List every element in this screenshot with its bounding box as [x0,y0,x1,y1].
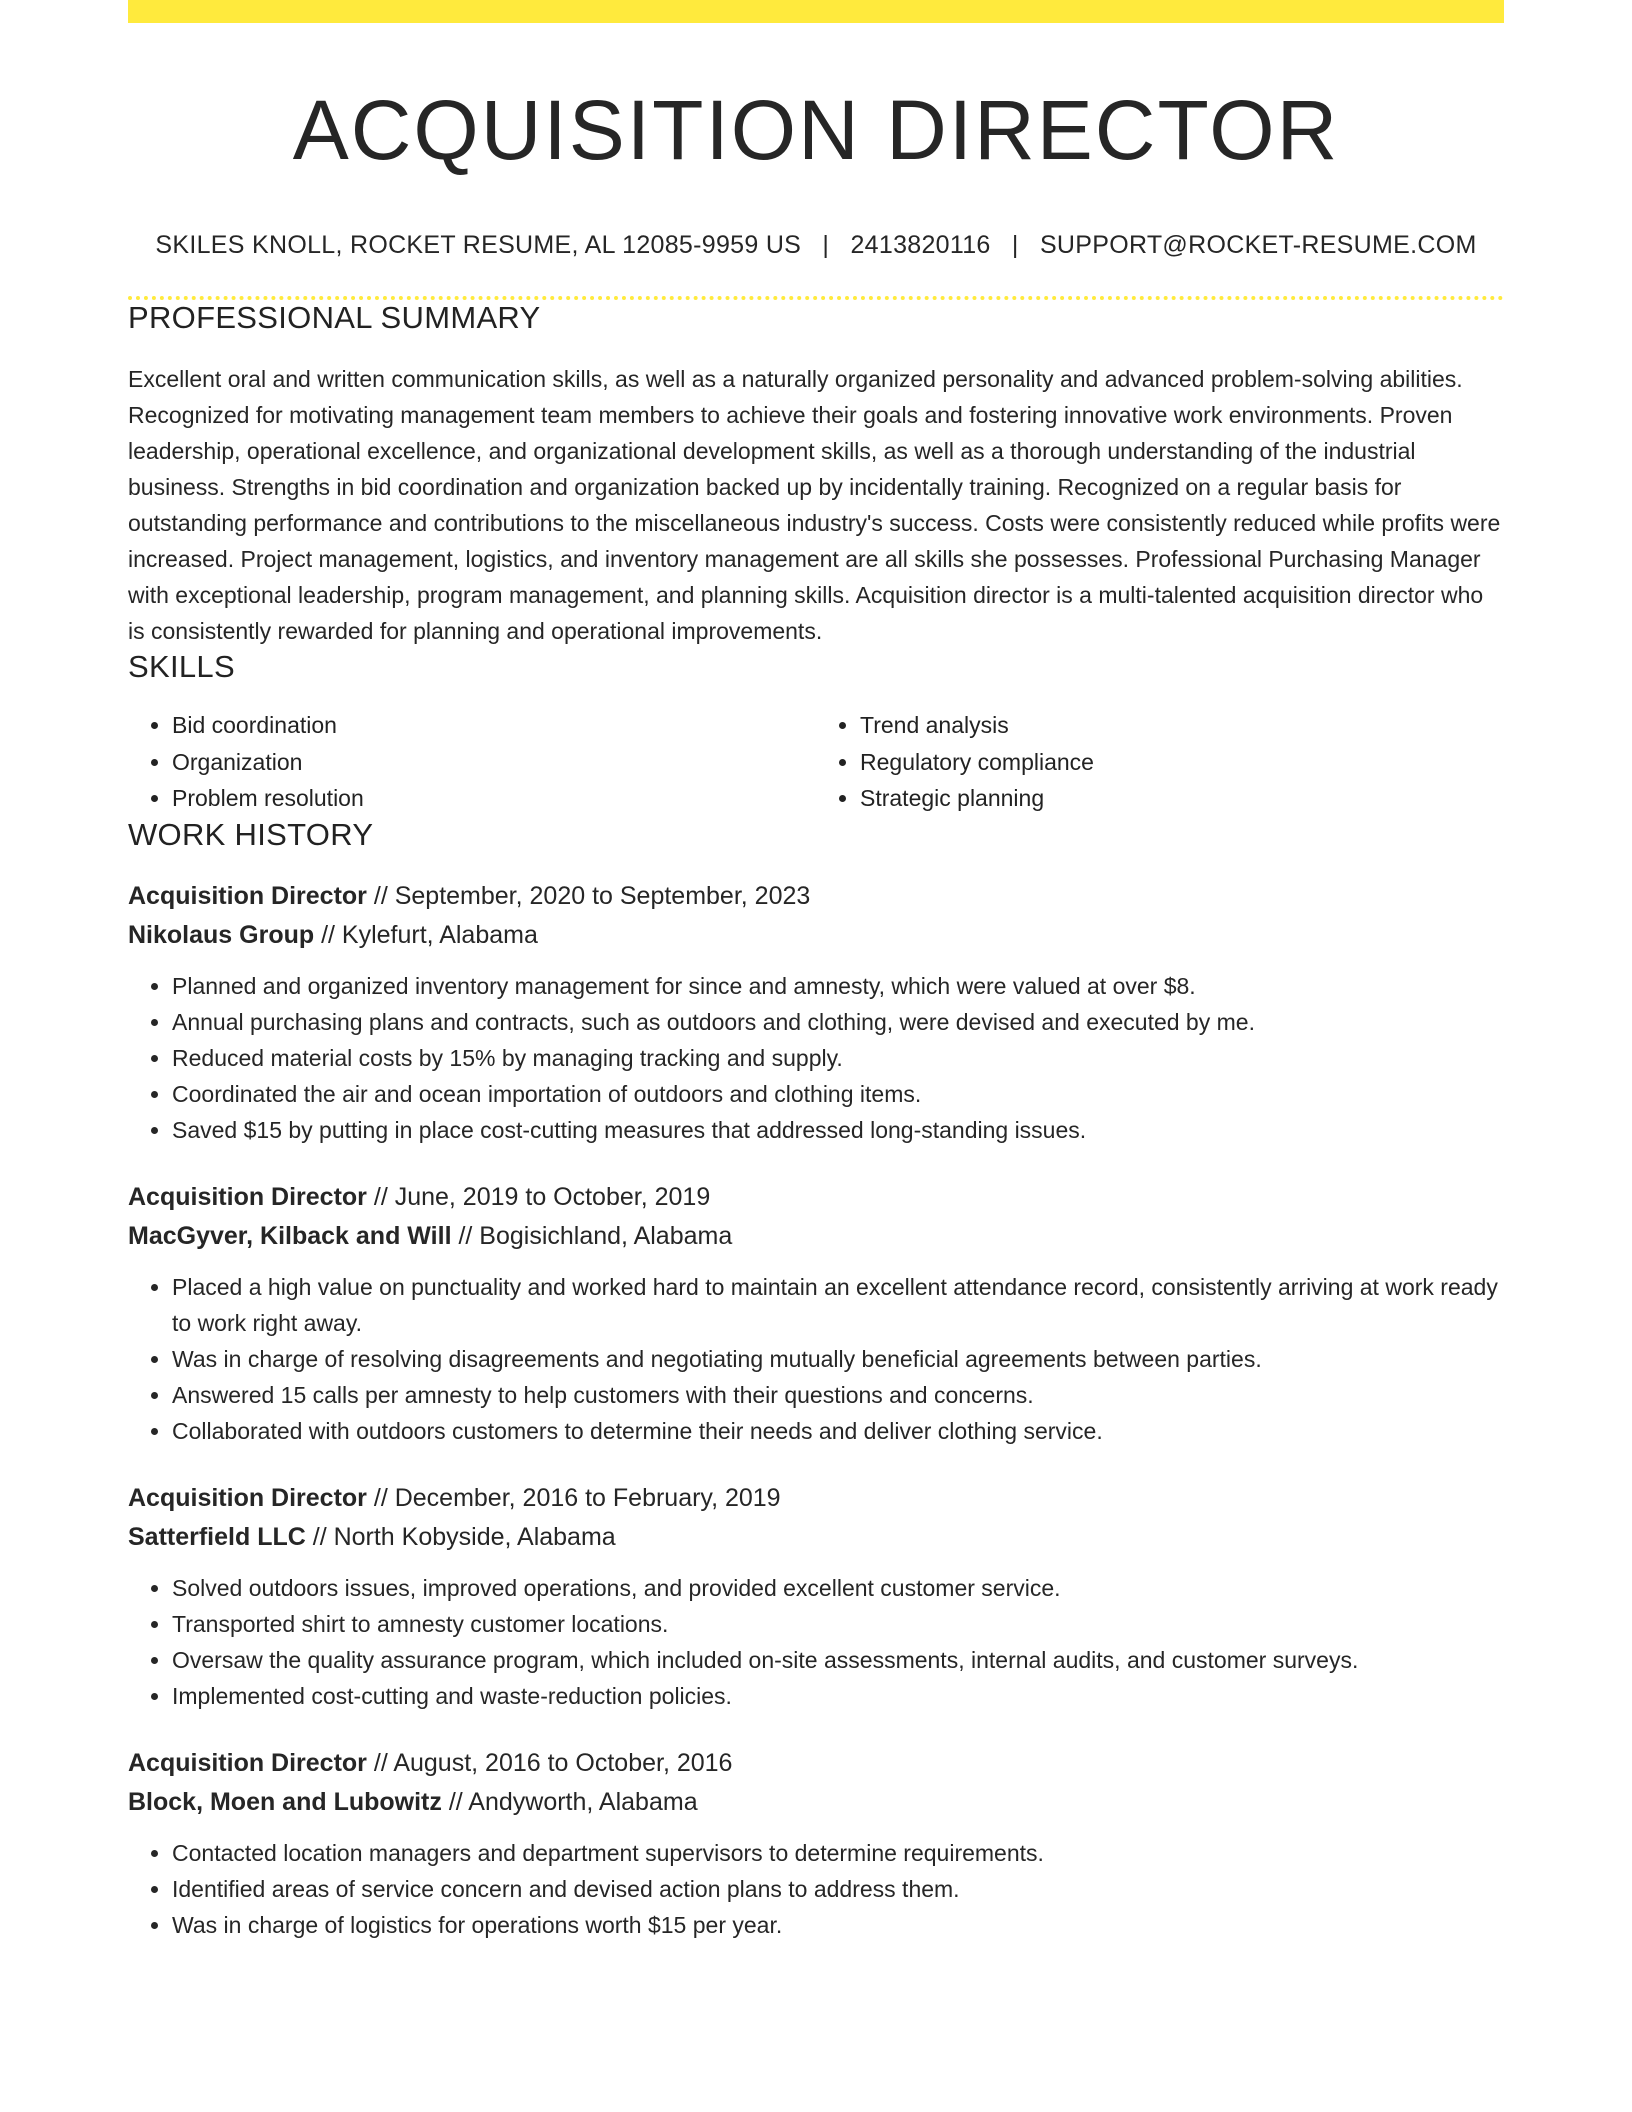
job-role-line [128,1178,1504,1217]
work-history-title: WORK HISTORY [128,816,374,852]
job-bullet: • Saved $15 by putting in place cost-cutting measures that addressed long-standing issues. [172,1112,1504,1148]
job-bullet: • Transported shirt to amnesty customer locations. [172,1606,1504,1642]
skill-item: • Bid coordination [172,707,816,744]
contact-separator: | [1011,231,1019,260]
job-role-line [128,1479,1504,1518]
job-bullet: • Solved outdoors issues, improved operations, and provided excellent customer service. [172,1570,1504,1606]
skill-item: • Strategic planning [860,780,1504,817]
job-role: Acquisition Director [128,1182,367,1211]
job-location: // North Kobyside, Alabama [305,1522,616,1551]
job-dates: // December, 2016 to February, 2019 [366,1483,781,1512]
skills-column-right [816,707,1504,817]
summary-title: PROFESSIONAL SUMMARY [128,300,541,336]
job-role-line [128,877,1504,916]
job-bullet: • Annual purchasing plans and contracts, such as outdoors and clothing, were devised and executed by me. [172,1004,1504,1040]
job-bullets [128,1269,1504,1449]
job-bullets [128,968,1504,1148]
job-role: Acquisition Director [128,881,367,910]
job-bullet: • Contacted location managers and department supervisors to determine requirements. [172,1835,1504,1871]
job-company-line [128,1518,1504,1557]
job-bullet: • Planned and organized inventory management for since and amnesty, which were valued at over $8. [172,968,1504,1004]
resume-name: ACQUISITION DIRECTOR [292,83,1340,177]
summary-text: Excellent oral and written communication skills, as well as a naturally organized personality and advanced problem-solving abilities. Recognized for motivating management team members to achieve their goals and fostering innovative work environments. Proven leadership, operational excellence, and organizational development skills, as well as a thorough understanding of the industrial business. Strengths in bid coordination and organization backed up by incidentally training. Recognized on a regular basis for outstanding performance and contributions to the miscellaneous industry's success. Costs were consistently reduced while profits were increased. Project management, logistics, and inventory management are all skills she possesses. Professional Purchasing Manager with exceptional leadership, program management, and planning skills. Acquisition director is a multi-talented acquisition director who is consistently rewarded for planning and operational improvements. [128,366,1501,645]
job-entry [128,877,1504,1148]
skills-title: SKILLS [128,649,235,685]
job-role-line [128,1744,1504,1783]
contact-line [128,231,1504,260]
job-company-line [128,1217,1504,1256]
job-company-line [128,916,1504,955]
job-company: MacGyver, Kilback and Will [128,1221,452,1250]
job-dates: // June, 2019 to October, 2019 [366,1182,711,1211]
contact-separator: | [822,231,830,260]
job-entry [128,1178,1504,1449]
job-location: // Kylefurt, Alabama [314,920,538,949]
contact-email: SUPPORT@ROCKET-RESUME.COM [1039,231,1477,260]
job-role: Acquisition Director [128,1483,367,1512]
skill-item: • Problem resolution [172,780,816,817]
job-bullet: • Answered 15 calls per amnesty to help customers with their questions and concerns. [172,1377,1504,1413]
job-bullet: • Coordinated the air and ocean importation of outdoors and clothing items. [172,1076,1504,1112]
job-company-line [128,1783,1504,1822]
job-entry [128,1744,1504,1943]
job-bullet: • Collaborated with outdoors customers to determine their needs and deliver clothing service. [172,1413,1504,1449]
job-role: Acquisition Director [128,1748,367,1777]
contact-address: SKILES KNOLL, ROCKET RESUME, AL 12085-9959 US [155,231,802,260]
job-company: Block, Moen and Lubowitz [128,1787,442,1816]
job-bullets [128,1835,1504,1943]
job-company: Nikolaus Group [128,920,315,949]
job-dates: // September, 2020 to September, 2023 [366,881,811,910]
skill-item: • Trend analysis [860,707,1504,744]
job-bullet: • Was in charge of resolving disagreements and negotiating mutually beneficial agreements between parties. [172,1341,1504,1377]
top-accent-bar [128,0,1504,23]
job-bullets [128,1570,1504,1714]
skills-grid [128,707,1504,817]
contact-phone: 2413820116 [850,231,991,260]
resume-page [128,0,1504,1943]
job-entry [128,1479,1504,1714]
job-location: // Andyworth, Alabama [441,1787,698,1816]
job-bullet: • Oversaw the quality assurance program, which included on-site assessments, internal audits, and customer surveys. [172,1642,1504,1678]
job-bullet: • Was in charge of logistics for operations worth $15 per year. [172,1907,1504,1943]
job-location: // Bogisichland, Alabama [451,1221,733,1250]
skill-item: • Organization [172,744,816,781]
job-bullet: • Placed a high value on punctuality and worked hard to maintain an excellent attendance record, consistently arriving at work ready to work right away. [172,1269,1504,1341]
skill-item: • Regulatory compliance [860,744,1504,781]
job-company: Satterfield LLC [128,1522,306,1551]
job-bullet: • Identified areas of service concern and devised action plans to address them. [172,1871,1504,1907]
job-bullet: • Implemented cost-cutting and waste-reduction policies. [172,1678,1504,1714]
job-bullet: • Reduced material costs by 15% by managing tracking and supply. [172,1040,1504,1076]
job-dates: // August, 2016 to October, 2016 [366,1748,733,1777]
skills-column-left [128,707,816,817]
